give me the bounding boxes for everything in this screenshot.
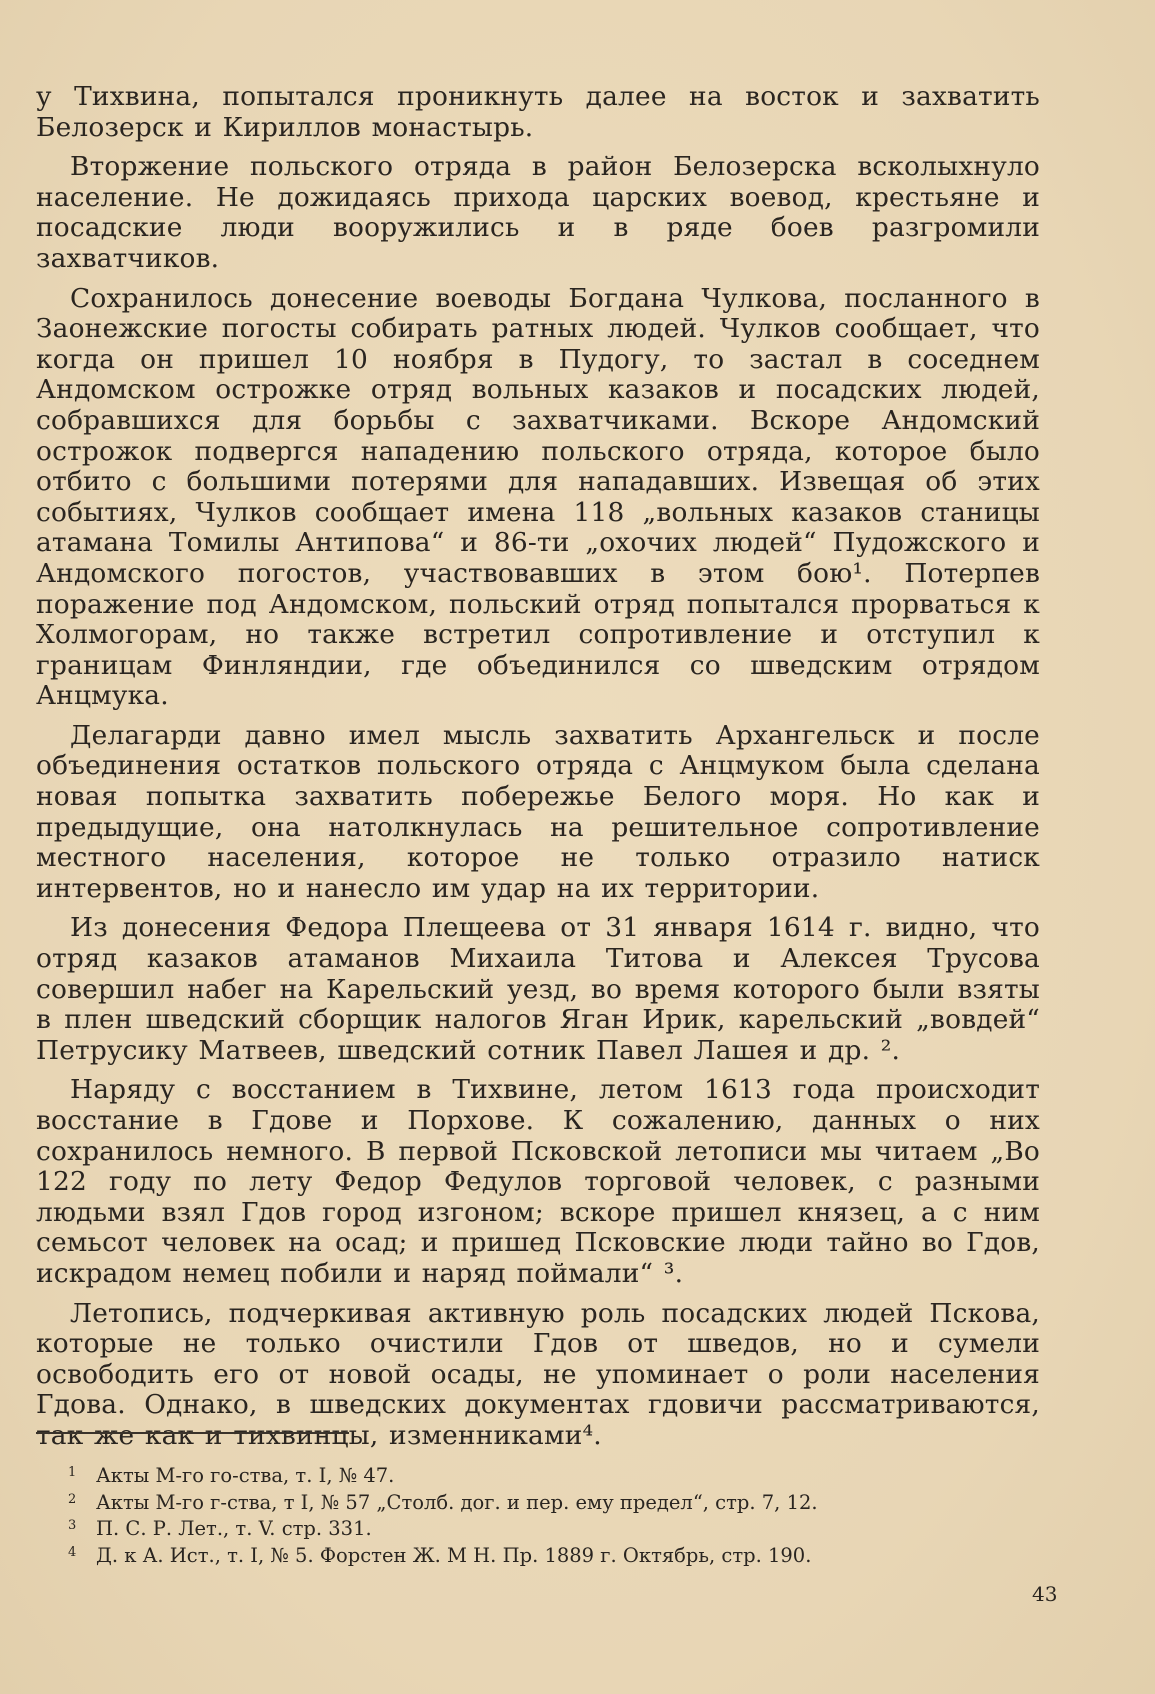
paragraph: Наряду с восстанием в Тихвине, летом 1613 года происходит восстание в Гдове и Порхове. К сожалению, данных о них сохранилось немного. В первой Псковской летописи мы читаем „Во 122 году по лету Федор Федулов торговой человек, с разными людьми взял Гдов город изгоном; вскоре пришел князец, а с ним семьсот человек на осад; и пришед Псковские люди тайно во Гдов, искрадом немец побили и наряд поймали“ ³. [36,1074,1040,1289]
paragraph: Из донесения Федора Плещеева от 31 января 1614 г. видно, что отряд казаков атаманов Михаила Титова и Алексея Трусова совершил набег на Карельский уезд, во время которого были взяты в плен шведский сборщик налогов Яган Ирик, карельский „вовдей“ Петрусику Матвеев, шведский сотник Павел Лашея и др. ². [36,912,1040,1066]
footnote-number: 1 [68,1465,77,1480]
footnote-text: Д. к А. Ист., т. I, № 5. Форстен Ж. М Н. Пр. 1889 г. Октябрь, стр. 190. [96,1543,812,1567]
footnote [68,1463,1056,1490]
footnote [68,1543,1056,1570]
footnote-number: 2 [68,1491,77,1507]
paragraph: Летопись, подчеркивая активную роль посадских людей Пскова, которые не только очистили Гдов от шведов, но и сумели освободить его от новой осады, не упоминает о роли населения Гдова. Однако, в шведских документах гдовичи рассматриваются, так же как и тихвинцы, изменниками⁴. [36,1297,1040,1451]
page-number: 43 [1032,1582,1058,1606]
footnote-divider [36,1432,349,1434]
footnote-number: 4 [68,1544,77,1560]
footnote [68,1490,1056,1517]
footnote-number: 3 [68,1518,77,1533]
footnote [68,1516,1056,1543]
body-text [36,82,1040,1452]
footnote-text: Акты М-го го-ства, т. I, № 47. [96,1464,395,1487]
paragraph: у Тихвина, попытался проникнуть далее на восток и захватить Белозерск и Кириллов монастырь. [36,81,1040,143]
footnotes [68,1463,1056,1569]
footnote-text: Акты М-го г-ства, т I, № 57 „Столб. дог. и пер. ему предел“, стр. 7, 12. [96,1490,818,1514]
footnote-text: П. С. Р. Лет., т. V. стр. 331. [96,1517,372,1540]
paragraph: Делагарди давно имел мысль захватить Архангельск и после объединения остатков польского отряда с Анцмуком была сделана новая попытка захватить побережье Белого моря. Но как и предыдущие, она натолкнулась на решительное сопротивление местного населения, которое не только отразило натиск интервентов, но и нанесло им удар на их территории. [36,719,1040,904]
paragraph: Сохранилось донесение воеводы Богдана Чулкова, посланного в Заонежские погосты собирать ратных людей. Чулков сообщает, что когда он пришел 10 ноября в Пудогу, то застал в соседнем Андомском острожке отряд вольных казаков и посадских людей, собравшихся для борьбы с захватчиками. Вскоре Андомский острожок подвергся нападению польского отряда, которое было отбито с большими потерями для нападавших. Извещая об этих событиях, Чулков сообщает имена 118 „вольных казаков станицы атамана Томилы Антипова“ и 86-ти „охочих людей“ Пудожского и Андомского погостов, участвовавших в этом бою¹. Потерпев поражение под Андомском, польский отряд попытался прорваться к Холмогорам, но также встретил сопротивление и отступил к границам Финляндии, где объединился со шведским отрядом Анцмука. [36,282,1040,712]
paragraph: Вторжение польского отряда в район Белозерска всколыхнуло население. Не дожидаясь прихода царских воевод, крестьяне и посадские люди вооружились и в ряде боев разгромили захватчиков. [36,151,1040,274]
